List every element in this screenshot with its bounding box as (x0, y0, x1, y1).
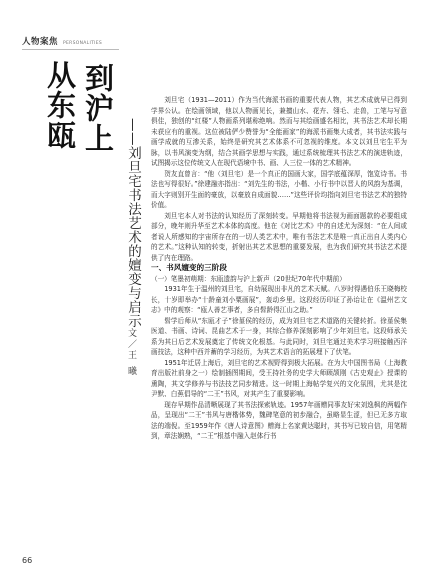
paragraph: 刘旦宅本人对书法的认知经历了深刻转变。早期他将书法视为画面题款的必要组成部分，晚年则升华至艺术本体的高度。他在《对比艺术》中的自述尤为深刻：“在人间或者说人所感知的宇宙所存在的一切人类艺术中，唯有书法艺术是唯一真正出自人类内心的艺术。”这种认知的转变，折射出其艺术思想的重要发展，也为我们研究其书法艺术提供了内在理路。 (151, 211, 407, 262)
sub-heading: （一）笔墨初萌期：东瓯遗韵与沪上新声（20世纪70年代中期前） (151, 274, 346, 283)
section-label-en: PERSONALITIES (63, 41, 103, 46)
paragraph: 髫学后师从“东瓯才子”徐堇侯的经历，成为刘旦宅艺术道路的关键转折。徐堇侯集医道、书画、诗词、昆曲艺术于一身，其综合修养深刻影响了少年刘旦宅。这段师承关系为其日后艺术发展奠定了传统文化根基。与此同时，刘旦宅通过美术学习班接触西洋画技法，这种中西并蓄的学习经历，为其艺术语言的拓展埋下了伏笔。 (151, 316, 407, 356)
paragraph: 刘旦宅（1931—2011）作为当代海派书画的重要代表人物，其艺术成就早已得到学界公认。在绘画领域，他以人物画见长，兼擅山水、花卉、翎毛、走兽，工笔与写意俱佳，独创的“红楼”人物画系列堪称绝响。然而与其绘画盛名相比，其书法艺术却长期未获应有的重视。这位被陆俨少赞誉为“全能画家”的海派书画集大成者，其书法实践与画学成就的互渗关系，始终是研究其艺术体系不可忽视的维度。本文以刘旦宅生平为脉，以书风演变为纲，结合其画学思想与实践，通过系统梳理其书法艺术的演进轨迹，试图揭示这位传统文人在现代语境中书、画、人三位一体的艺术精神。 (151, 96, 407, 167)
paragraph: 贺友直曾言：“他（刘旦宅）是一个真正的国画大家，国学底蕴深厚，饱览诗书。书法也写得很好。”徐建融亦指出：“刘先生的书法，小楷、小行书中以晋人的风韵为基调，而大字则别开生面的豪放，以豪放自成面貌……”这些评价均指向刘旦宅书法艺术的独特价值。 (151, 169, 407, 209)
title-line-1: 从东瓯 (43, 60, 77, 150)
section-label: 人物案焦 (22, 37, 59, 47)
section-heading: 一、书风嬗变的三阶段 (151, 263, 227, 272)
article-body (151, 95, 407, 442)
subtitle: ——刘旦宅书法艺术的嬗变与启示 (125, 118, 141, 328)
page-header (22, 35, 102, 47)
header-rule (22, 49, 119, 50)
page-number: 66 (22, 556, 33, 565)
paragraph: 1931年生于温州的刘旦宅，自幼展现出非凡的艺术天赋。八岁时得遇伯乐王晓梅校长，十岁即举办“十龄童刘小粟画展”，轰动乡里。这段经历印证了孙诒让在《温州艺文志》中的观察：“瓯人善艺事者，多自髫龄得江山之助。” (151, 285, 407, 314)
paragraph: 现存早期作品清晰展现了其书法探索轨迹。1957年画赠同事友好宋刘逸枫的两幅作品，呈现出“二王”书风与唐楷体势，魏碑笔意的初步融合，虽略显生涩，但已无多方取法的端倪。至1959年作《唐人诗意图》赠海上名家黄达聪时，其书写已较自信，用笔精到，章法娴熟，“二王”根基中融入赵体行书 (151, 400, 407, 440)
title-line-2: 到沪上 (81, 63, 115, 153)
paragraph: 1951年迁居上海后，刘旦宅的艺术视野得到极大拓展。在为大中国图书局（上海教育出版社前身之一）绘制插图期间，受王持社务的史学大师顾颉刚《古史观止》授课的熏陶，其文学修养与书法技艺同步精进。这一时期上海帖学复兴的文化氛围，尤其是沈尹默、白蕉倡导的“二王”书风，对其产生了重要影响。 (151, 358, 407, 398)
author-byline: 文／王 曦 (126, 328, 136, 377)
